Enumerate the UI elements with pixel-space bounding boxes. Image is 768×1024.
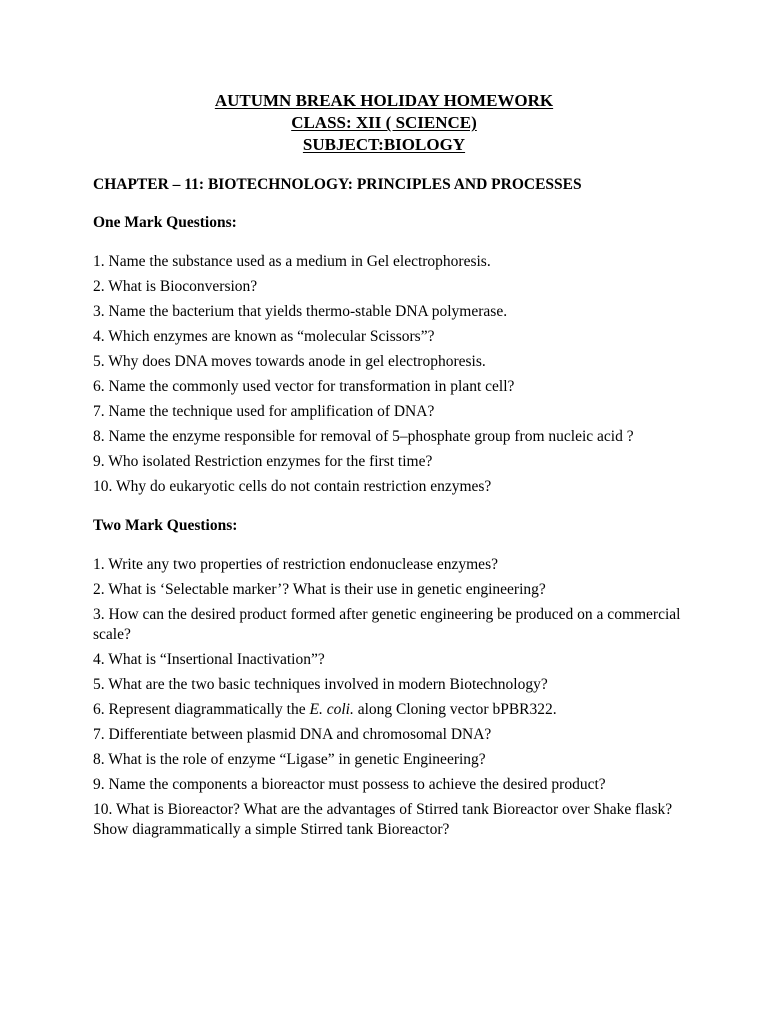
question-text-after: along Cloning vector bPBR322. [353,701,557,718]
question-text: What is the role of enzyme “Ligase” in genetic Engineering? [108,751,486,768]
question-item [93,800,683,840]
question-number: 6. [93,701,105,718]
question-number: 7. [93,403,105,420]
question-number: 3. [93,303,105,320]
question-item [93,252,683,272]
question-text: Write any two properties of restriction endonuclease enzymes? [108,556,498,573]
question-item [93,675,683,695]
two-mark-section-title: Two Mark Questions: [93,517,238,534]
question-item [93,452,683,472]
question-text: Name the components a bioreactor must possess to achieve the desired product? [108,776,606,793]
question-item [93,775,683,795]
question-text: Name the enzyme responsible for removal of 5–phosphate group from nucleic acid ? [108,428,634,445]
question-text: Name the technique used for amplification of DNA? [108,403,435,420]
question-item [93,327,683,347]
question-text: Name the substance used as a medium in Gel electrophoresis. [108,253,491,270]
document-body [93,175,683,859]
question-number: 9. [93,453,105,470]
question-text: Differentiate between plasmid DNA and chromosomal DNA? [108,726,492,743]
question-number: 8. [93,428,105,445]
question-text: Name the commonly used vector for transformation in plant cell? [108,378,515,395]
question-item [93,750,683,770]
chapter-heading: CHAPTER – 11: BIOTECHNOLOGY: PRINCIPLES AND PROCESSES [93,176,582,193]
question-number: 6. [93,378,105,395]
question-item [93,352,683,372]
class-line: CLASS: XII ( SCIENCE) [291,113,477,132]
question-item [93,725,683,745]
question-number: 1. [93,253,105,270]
question-number: 10. [93,801,113,818]
question-text: What is Bioreactor? What are the advantages of Stirred tank Bioreactor over Shake flask? Show diagrammatically a simple Stirred tank Bioreactor? [93,801,673,838]
question-text: Why do eukaryotic cells do not contain restriction enzymes? [115,478,492,495]
question-number: 1. [93,556,105,573]
question-text: Who isolated Restriction enzymes for the first time? [108,453,433,470]
question-number: 4. [93,651,105,668]
question-number: 2. [93,278,105,295]
question-number: 2. [93,581,105,598]
question-item [93,402,683,422]
question-item [93,377,683,397]
question-number: 9. [93,776,105,793]
two-mark-question-list [93,555,683,840]
question-number: 8. [93,751,105,768]
question-item [93,650,683,670]
one-mark-question-list [93,252,683,497]
document-header [0,90,768,156]
question-text: Why does DNA moves towards anode in gel electrophoresis. [108,353,486,370]
question-item [93,277,683,297]
question-item [93,700,683,720]
question-text: Name the bacterium that yields thermo-stable DNA polymerase. [108,303,508,320]
question-number: 3. [93,606,105,623]
document-title: AUTUMN BREAK HOLIDAY HOMEWORK [214,91,554,110]
question-number: 7. [93,726,105,743]
question-number: 5. [93,676,105,693]
question-text: How can the desired product formed after genetic engineering be produced on a commercial scale? [93,606,681,643]
one-mark-section-title: One Mark Questions: [93,214,237,231]
question-text: What is “Insertional Inactivation”? [108,651,325,668]
species-name-italic: E. coli. [309,701,354,718]
question-text: What are the two basic techniques involved in modern Biotechnology? [108,676,548,693]
question-number: 10. [93,478,113,495]
subject-line: SUBJECT:BIOLOGY [302,135,466,154]
question-text-before: Represent diagrammatically the [108,701,310,718]
question-item [93,302,683,322]
question-text: What is Bioconversion? [108,278,258,295]
question-number: 4. [93,328,105,345]
question-item [93,477,683,497]
question-text: Which enzymes are known as “molecular Scissors”? [108,328,435,345]
question-item [93,427,683,447]
question-text: What is ‘Selectable marker’? What is their use in genetic engineering? [108,581,546,598]
question-item [93,605,683,645]
question-item [93,555,683,575]
question-item [93,580,683,600]
question-number: 5. [93,353,105,370]
